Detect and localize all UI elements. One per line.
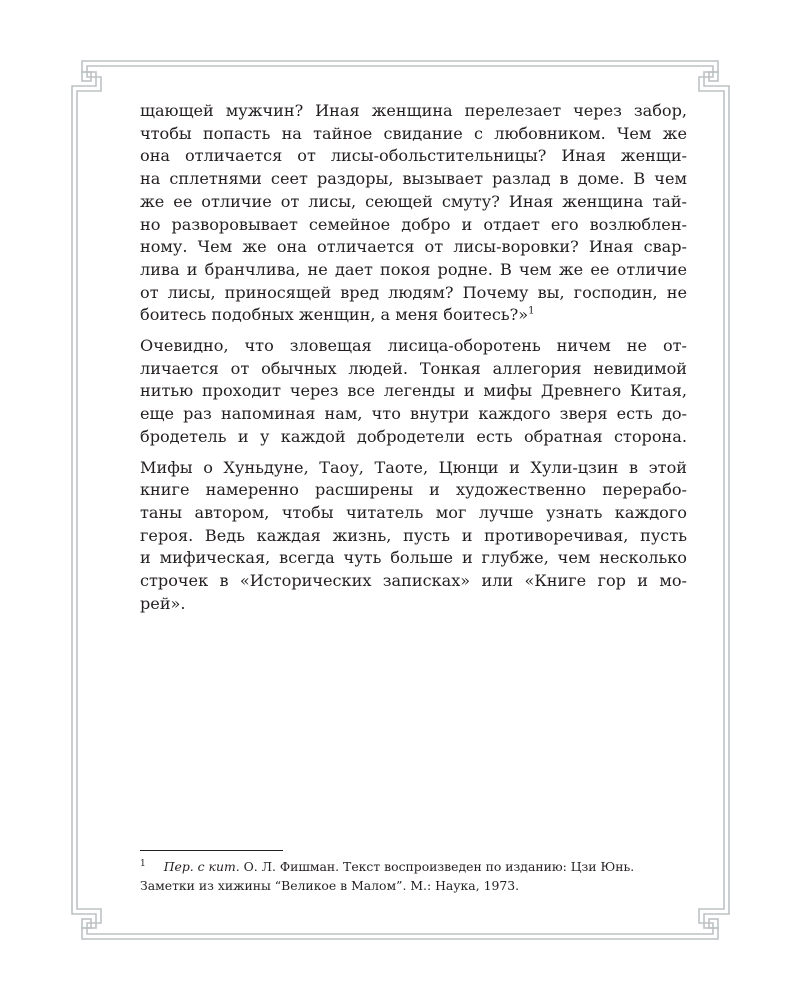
footnote-line-2: Заметки из хижины “Великое в Малом”. М.: Наука, 1973. xyxy=(140,878,520,893)
corner-ornament-top-right xyxy=(692,61,729,96)
text-line: Мифы о Хуньдуне, Таоу, Таоте, Цюнци и Хули-цзин в этой xyxy=(140,457,687,477)
footnote-number: 1 xyxy=(140,858,146,869)
text-line: и мифическая, всегда чуть больше и глубже, чем несколько xyxy=(140,548,687,568)
text-line: нитью проходит через все легенды и мифы Древнего Китая, xyxy=(140,381,687,401)
footnote-text: О. Л. Фишман. Текст воспроизведен по изданию: Цзи Юнь. xyxy=(239,859,635,874)
text-line: же ее отличие от лисы, сеющей смуту? Иная женщина тай- xyxy=(140,191,687,211)
text-line: ному. Чем же она отличается от лисы-воровки? Иная свар- xyxy=(140,237,687,257)
footnote-separator xyxy=(140,850,283,851)
text-line: на сплетнями сеет раздоры, вызывает разлад в доме. В чем xyxy=(140,169,687,189)
text-line: но разворовывает семейное добро и отдает его возлюблен- xyxy=(140,214,687,234)
text-line: лива и бранчлива, не дает покоя родне. В чем же ее отличие xyxy=(140,259,687,279)
corner-ornament-bottom-left xyxy=(72,904,108,939)
footnote xyxy=(140,857,700,895)
footnote-italic-prefix: Пер. с кит. xyxy=(163,859,240,874)
text-line: еще раз напоминая нам, что внутри каждого зверя есть до- xyxy=(140,404,687,424)
footnote-reference[interactable]: 1 xyxy=(528,305,535,317)
text-line: строчек в «Исторических записках» или «Книге гор и мо- xyxy=(140,571,687,591)
corner-ornament-bottom-right xyxy=(692,904,729,939)
text-line: щающей мужчин? Иная женщина перелезает через забор, xyxy=(140,101,687,120)
text-line: таны автором, чтобы читатель мог лучше узнать каждого xyxy=(140,502,687,522)
paragraph-3 xyxy=(140,457,687,616)
text-line: она отличается от лисы-обольстительницы? Иная женщи- xyxy=(140,146,687,166)
footnote-line-1 xyxy=(140,857,700,876)
text-line: от лисы, приносящей вред людям? Почему вы, господин, не xyxy=(140,282,687,302)
text-line: бродетель и у каждой добродетели есть обратная сторона. xyxy=(140,426,687,446)
corner-ornament-top-left xyxy=(72,61,108,96)
text-line-last xyxy=(140,304,687,327)
paragraph-2 xyxy=(140,335,687,449)
text-line: личается от обычных людей. Тонкая аллегория невидимой xyxy=(140,358,687,378)
text-line: героя. Ведь каждая жизнь, пусть и противоречивая, пусть xyxy=(140,525,687,545)
text-line: книге намеренно расширены и художественно перерабо- xyxy=(140,480,687,500)
body-text xyxy=(140,100,687,615)
text-line: рей». xyxy=(140,593,186,613)
text-line: боитесь подобных женщин, а меня боитесь?» xyxy=(140,305,529,325)
paragraph-1 xyxy=(140,100,687,327)
text-line: Очевидно, что зловещая лисица-оборотень ничем не от- xyxy=(140,336,687,356)
text-line: чтобы попасть на тайное свидание с любовником. Чем же xyxy=(140,123,687,143)
